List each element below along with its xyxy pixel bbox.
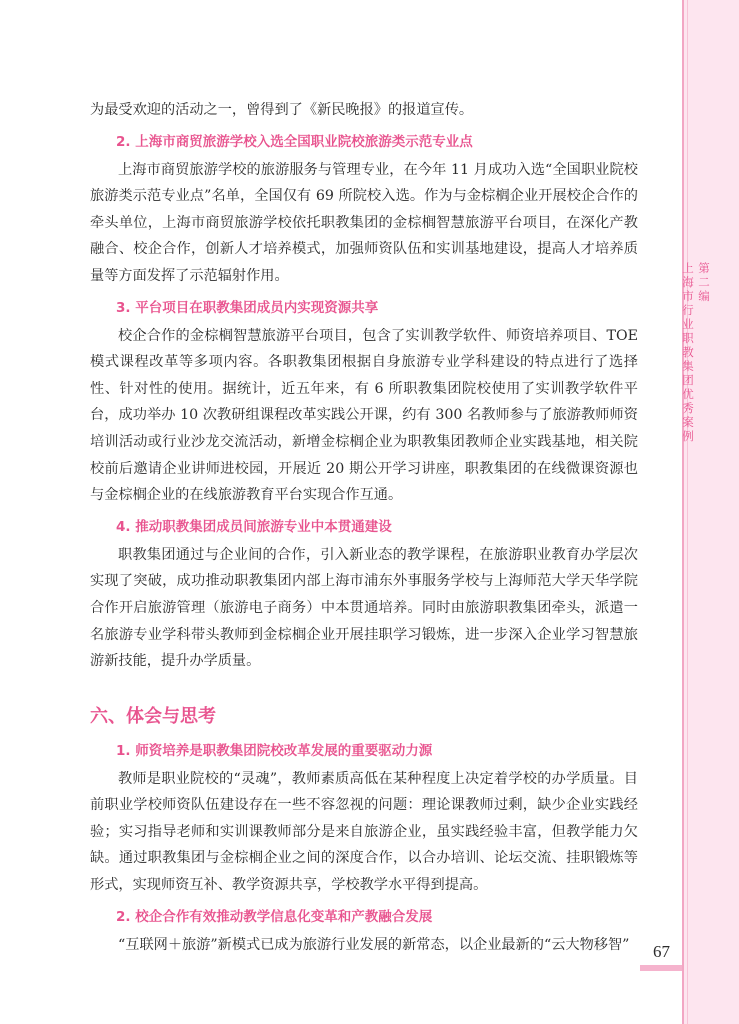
subheading-4: 4. 推动职教集团成员间旅游专业中本贯通建设 [116,518,392,535]
section-heading: 六、体会与思考 [90,705,216,727]
footer-accent-bar [640,965,682,971]
section-paragraph-2: “互联网＋旅游”新模式已成为旅游行业发展的新常态，以企业最新的“云大物移智” [118,936,630,953]
sidebar-divider [687,0,688,1024]
sidebar-title: 上海市行业职教集团优秀案例 [681,262,695,444]
paragraph-3: 校企合作的金棕榈智慧旅游平台项目，包含了实训教学软件、师资培养项目、TOE 模式课程改革等多项内容。各职教集团根据自身旅游专业学科建设的特点进行了选择性、针对性的使用。据统计，近五年来，有 6 所职教集团院校使用了实训教学软件平台，成功举办 10 次教研组课程改革实践公开课，约有 300 名教师参与了旅游教师师资培训活动或行业沙龙交流活动，新增金棕榈企业为职教集团教师企业实践基地，相关院校前后邀请企业讲师进校园，开展近 20 期公开学习讲座，职教集团的在线微课资源也与金棕榈企业的在线旅游教育平台实现合作互通。 [90,327,638,504]
subheading-3: 3. 平台项目在职教集团成员内实现资源共享 [116,299,379,316]
subheading-2: 2. 上海市商贸旅游学校入选全国职业院校旅游类示范专业点 [116,133,473,150]
paragraph-continued: 为最受欢迎的活动之一，曾得到了《新民晚报》的报道宣传。 [90,102,474,118]
section-subheading-1: 1. 师资培养是职教集团院校改革发展的重要驱动力源 [116,742,433,759]
page-number: 67 [653,942,670,961]
page-content [90,97,638,958]
sidebar-label [681,262,712,444]
sidebar-band [682,0,739,1024]
section-subheading-2: 2. 校企合作有效推动教学信息化变革和产教融合发展 [116,908,433,925]
sidebar-part: 第二编 [697,262,711,304]
section-paragraph-1: 教师是职业院校的“灵魂”，教师素质高低在某种程度上决定着学校的办学质量。目前职业学校师资队伍建设存在一些不容忽视的问题：理论课教师过剩，缺少企业实践经验；实习指导老师和实训课教师部分是来自旅游企业，虽实践经验丰富，但教学能力欠缺。通过职教集团与金棕榈企业之间的深度合作，以合办培训、论坛交流、挂职锻炼等形式，实现师资互补、教学资源共享，学校教学水平得到提高。 [90,770,638,894]
paragraph-2: 上海市商贸旅游学校的旅游服务与管理专业，在今年 11 月成功入选“全国职业院校旅游类示范专业点”名单，全国仅有 69 所院校入选。作为与金棕榈企业开展校企合作的牵头单位，上海市商贸旅游学校依托职教集团的金棕榈智慧旅游平台项目，在深化产教融合、校企合作，创新人才培养模式，加强师资队伍和实训基地建设，提高人才培养质量等方面发挥了示范辐射作用。 [90,161,638,284]
paragraph-4: 职教集团通过与企业间的合作，引入新业态的教学课程，在旅游职业教育办学层次实现了突破，成功推动职教集团内部上海市浦东外事服务学校与上海师范大学天华学院合作开启旅游管理（旅游电子商务）中本贯通培养。同时由旅游职教集团牵头，派遣一名旅游专业学科带头教师到金棕榈企业开展挂职学习锻炼，进一步深入企业学习智慧旅游新技能，提升办学质量。 [90,546,638,670]
